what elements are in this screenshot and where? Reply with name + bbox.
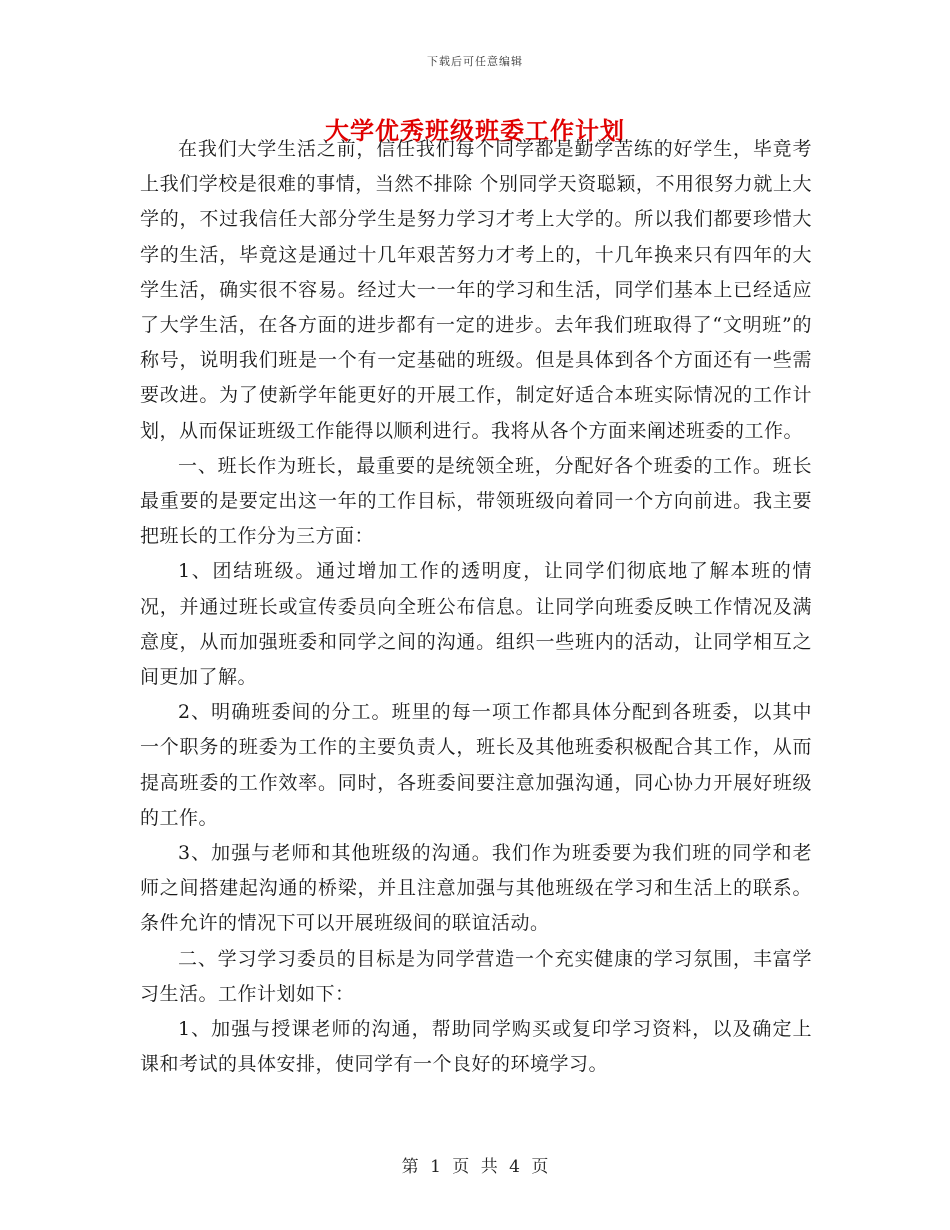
paragraph-monitor-item-2: 2、明确班委间的分工。班里的每一项工作都具体分配到各班委，以其中一个职务的班委为工作的主要负责人，班长及其他班委积极配合其工作，从而提高班委的工作效率。同时，各班委间要注意加强沟通，同心协力开展好班级的工作。 bbox=[140, 701, 812, 829]
paragraph-study-section: 二、学习学习委员的目标是为同学营造一个充实健康的学习氛围，丰富学习生活。工作计划如下： bbox=[140, 947, 812, 1005]
paragraph-monitor-item-1: 1、团结班级。通过增加工作的透明度，让同学们彻底地了解本班的情况，并通过班长或宣传委员向全班公布信息。让同学向班委反映工作情况及满意度，从而加强班委和同学之间的沟通。组织一些班内的活动，让同学相互之间更加了解。 bbox=[140, 560, 812, 689]
document-body bbox=[140, 132, 812, 1082]
page-number-footer: 第 1 页 共 4 页 bbox=[401, 1157, 549, 1177]
paragraph-study-item-1: 1、加强与授课老师的沟通，帮助同学购买或复印学习资料，以及确定上课和考试的具体安排，使同学有一个良好的环境学习。 bbox=[140, 1018, 812, 1076]
header-note: 下载后可任意编辑 bbox=[427, 55, 523, 68]
paragraph-monitor-item-3: 3、加强与老师和其他班级的沟通。我们作为班委要为我们班的同学和老师之间搭建起沟通的桥梁，并且注意加强与其他班级在学习和生活上的联系。条件允许的情况下可以开展班级间的联谊活动。 bbox=[140, 842, 812, 935]
paragraph-monitor-section: 一、班长作为班长，最重要的是统领全班，分配好各个班委的工作。班长最重要的是要定出这一年的工作目标，带领班级向着同一个方向前进。我主要把班长的工作分为三方面： bbox=[140, 454, 812, 548]
paragraph-intro: 在我们大学生活之前，信任我们每个同学都是勤学苦练的好学生，毕竟考上我们学校是很难的事情，当然不排除 个别同学天资聪颖，不用很努力就上大学的，不过我信任大部分学生是努力学习才考上大学的。所以我们都要珍惜大学的生活，毕竟这是通过十几年艰苦努力才考上的，十几年换来只有四年的大学生活，确实很不容易。经过大一一年的学习和生活，同学们基本上已经适应了大学生活，在各方面的进步都有一定的进步。去年我们班取得了“文明班”的称号，说明我们班是一个有一定基础的班级。但是具体到各个方面还有一些需要改进。为了使新学年能更好的开展工作，制定好适合本班实际情况的工作计划，从而保证班级工作能得以顺利进行。我将从各个方面来阐述班委的工作。 bbox=[140, 138, 812, 442]
document-title: 大学优秀班级班委工作计划 bbox=[325, 116, 625, 145]
